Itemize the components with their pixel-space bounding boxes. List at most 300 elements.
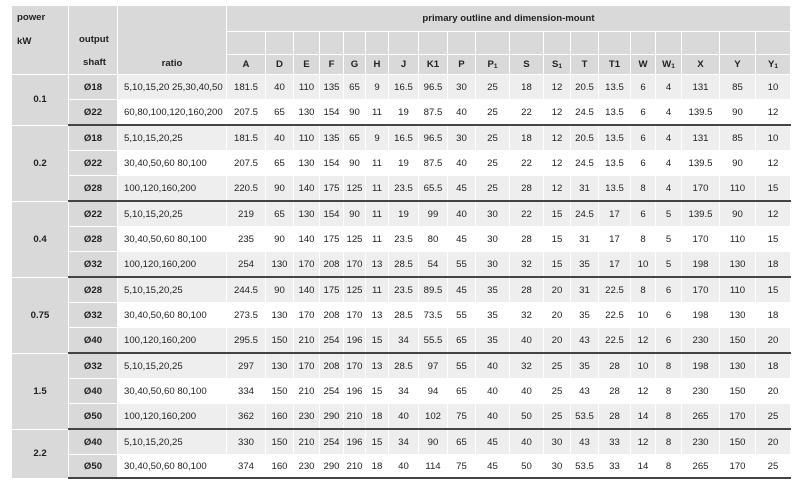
column-header-subscript: 1: [671, 63, 675, 70]
dimension-value-cell: 110: [720, 176, 756, 202]
dimension-value-cell: 65.5: [419, 176, 448, 202]
dimension-value-cell: 10: [756, 75, 791, 100]
dimension-value-cell: 6: [656, 303, 682, 328]
dimension-value-cell: 208: [320, 353, 344, 379]
column-header-label: S: [523, 59, 530, 70]
dimension-value-cell: 19: [389, 151, 419, 176]
dimension-value-cell: 15: [544, 201, 571, 227]
dimension-value-cell: 28: [599, 404, 631, 430]
dimension-value-cell: 35: [571, 353, 599, 379]
column-header: [656, 55, 682, 75]
dimension-value-cell: 35: [571, 252, 599, 278]
dimension-value-cell: 90: [720, 151, 756, 176]
dimension-value-cell: 45: [448, 176, 476, 202]
column-header-label: Y: [734, 59, 741, 70]
shaft-cell: Ø50: [69, 404, 118, 430]
dimension-value-cell: 28: [510, 277, 544, 303]
dimension-value-cell: 65: [344, 125, 366, 151]
dimension-value-cell: 31: [571, 176, 599, 202]
kw-header-label: kW: [17, 36, 32, 47]
dimension-value-cell: 24.5: [571, 100, 599, 126]
dimension-value-cell: 65: [448, 429, 476, 455]
power-cell: 0.1: [12, 75, 69, 126]
column-header-label: J: [400, 59, 407, 70]
dimension-value-cell: 15: [366, 379, 389, 404]
dimension-value-cell: 18: [510, 125, 544, 151]
dimension-value-cell: 4: [656, 151, 682, 176]
ratio-cell: 5,10,15,20,25: [118, 429, 227, 455]
shaft-header-label: shaft: [83, 57, 106, 68]
table-row: [12, 75, 791, 100]
column-header: [344, 55, 366, 75]
dimension-value-cell: 14: [631, 404, 656, 430]
dimension-value-cell: 30: [448, 125, 476, 151]
table-row: [12, 404, 791, 430]
dimension-value-cell: 15: [756, 277, 791, 303]
column-header: [756, 55, 791, 75]
dimension-value-cell: 40: [448, 100, 476, 126]
dimension-value-cell: 18: [366, 455, 389, 479]
dimension-value-cell: 85: [720, 125, 756, 151]
dimension-value-cell: 110: [294, 125, 320, 151]
ratio-cell: 100,120,160,200: [118, 176, 227, 202]
dimension-value-cell: 8: [656, 353, 682, 379]
dimension-value-cell: 87.5: [419, 100, 448, 126]
dimension-value-cell: 11: [366, 277, 389, 303]
dimension-value-cell: 15: [544, 227, 571, 252]
column-header-label: X: [697, 59, 704, 70]
ratio-cell: 100,120,160,200: [118, 404, 227, 430]
dimension-value-cell: 20: [544, 277, 571, 303]
shaft-cell: Ø18: [69, 125, 118, 151]
dimension-value-cell: 30: [476, 201, 510, 227]
dimension-value-cell: 12: [544, 75, 571, 100]
ratio-cell: 30,40,50,60 80,100: [118, 151, 227, 176]
shaft-cell: Ø18: [69, 75, 118, 100]
dimension-value-cell: 90: [344, 151, 366, 176]
header-spacer-cell: [476, 32, 510, 55]
power-cell: 0.75: [12, 277, 69, 353]
ratio-cell: 30,40,50,60 80,100: [118, 303, 227, 328]
dimension-value-cell: 54: [419, 252, 448, 278]
dimension-value-cell: 254: [320, 429, 344, 455]
dimension-value-cell: 40: [476, 353, 510, 379]
dimension-value-cell: 254: [320, 379, 344, 404]
dimension-value-cell: 23.5: [389, 227, 419, 252]
dimension-value-cell: 40: [389, 455, 419, 479]
dimension-value-cell: 208: [320, 303, 344, 328]
dimension-value-cell: 6: [631, 100, 656, 126]
column-header: [294, 55, 320, 75]
header-spacer-cell: [294, 32, 320, 55]
header-spacer-cell: [756, 32, 791, 55]
dimension-value-cell: 220.5: [227, 176, 266, 202]
dimension-value-cell: 170: [294, 353, 320, 379]
dimension-value-cell: 9: [366, 125, 389, 151]
dimension-value-cell: 17: [599, 252, 631, 278]
dimension-value-cell: 130: [294, 201, 320, 227]
dimension-value-cell: 14: [631, 455, 656, 479]
dimension-value-cell: 12: [631, 379, 656, 404]
dimension-value-cell: 130: [294, 100, 320, 126]
dimension-value-cell: 17: [599, 227, 631, 252]
dimension-value-cell: 130: [720, 303, 756, 328]
dimension-value-cell: 11: [366, 176, 389, 202]
dimension-value-cell: 125: [344, 277, 366, 303]
dimension-value-cell: 45: [448, 227, 476, 252]
dimension-value-cell: 35: [476, 277, 510, 303]
column-header-subscript: 1: [558, 63, 563, 70]
dimension-value-cell: 8: [631, 176, 656, 202]
dimension-value-cell: 10: [756, 125, 791, 151]
dimension-value-cell: 130: [720, 353, 756, 379]
column-header-label: G: [350, 59, 359, 70]
dimension-value-cell: 25: [756, 404, 791, 430]
dimension-value-cell: 13.5: [599, 176, 631, 202]
dimension-value-cell: 99: [419, 201, 448, 227]
header-spacer-cell: [510, 32, 544, 55]
table-row: [12, 227, 791, 252]
dimension-value-cell: 170: [344, 303, 366, 328]
dimension-value-cell: 13.5: [599, 125, 631, 151]
dimension-value-cell: 181.5: [227, 125, 266, 151]
dimension-value-cell: 362: [227, 404, 266, 430]
dimension-value-cell: 6: [656, 328, 682, 354]
dimension-value-cell: 90: [266, 277, 294, 303]
dimension-value-cell: 90: [344, 100, 366, 126]
column-header-subscript: 1: [493, 63, 498, 70]
dimension-value-cell: 12: [544, 151, 571, 176]
table-body: [12, 75, 791, 479]
dimension-value-cell: 90: [419, 429, 448, 455]
header-spacer-cell: [631, 32, 656, 55]
dimension-value-cell: 22.5: [599, 277, 631, 303]
dimension-value-cell: 22: [510, 100, 544, 126]
dimension-value-cell: 150: [266, 328, 294, 354]
dimension-value-cell: 65: [448, 379, 476, 404]
dimension-value-cell: 210: [294, 429, 320, 455]
dimension-value-cell: 43: [571, 328, 599, 354]
dimension-value-cell: 30: [448, 75, 476, 100]
column-header-label: H: [373, 59, 381, 70]
dimension-value-cell: 18: [510, 75, 544, 100]
dimension-value-cell: 196: [344, 429, 366, 455]
dimension-value-cell: 25: [476, 151, 510, 176]
column-header-label: T1: [608, 59, 621, 70]
dimension-value-cell: 40: [266, 75, 294, 100]
dimension-value-cell: 20: [756, 328, 791, 354]
dimension-value-cell: 110: [720, 227, 756, 252]
dimension-value-cell: 34: [389, 328, 419, 354]
dimension-value-cell: 131: [682, 125, 720, 151]
dimension-value-cell: 160: [266, 404, 294, 430]
header-spacer-cell: [366, 32, 389, 55]
dimension-value-cell: 198: [682, 303, 720, 328]
dimension-value-cell: 5: [656, 227, 682, 252]
dimension-value-cell: 12: [544, 176, 571, 202]
dimension-value-cell: 130: [266, 252, 294, 278]
dimension-value-cell: 90: [266, 227, 294, 252]
power-cell: 0.4: [12, 201, 69, 277]
shaft-cell: Ø28: [69, 277, 118, 303]
dimension-value-cell: 53.5: [571, 404, 599, 430]
dimension-value-cell: 13.5: [599, 100, 631, 126]
dimension-value-cell: 12: [756, 151, 791, 176]
dimension-value-cell: 10: [631, 303, 656, 328]
dimension-value-cell: 297: [227, 353, 266, 379]
dimension-value-cell: 24.5: [571, 151, 599, 176]
dimension-value-cell: 330: [227, 429, 266, 455]
dimension-value-cell: 334: [227, 379, 266, 404]
dimension-value-cell: 40: [510, 429, 544, 455]
dimension-value-cell: 11: [366, 201, 389, 227]
dimension-value-cell: 150: [720, 328, 756, 354]
dimension-value-cell: 114: [419, 455, 448, 479]
dimension-value-cell: 20.5: [571, 75, 599, 100]
dimension-value-cell: 8: [656, 429, 682, 455]
dimension-value-cell: 181.5: [227, 75, 266, 100]
dimension-value-cell: 24.5: [571, 201, 599, 227]
column-header-label: D: [276, 59, 283, 70]
dimension-value-cell: 13: [366, 353, 389, 379]
dimension-value-cell: 198: [682, 252, 720, 278]
column-header: [631, 55, 656, 75]
dimension-value-cell: 170: [720, 404, 756, 430]
header-spacer-cell: [682, 32, 720, 55]
dimension-value-cell: 150: [266, 429, 294, 455]
dimension-value-cell: 9: [366, 75, 389, 100]
dimension-value-cell: 90: [344, 201, 366, 227]
table-row: [12, 100, 791, 126]
column-header: [544, 55, 571, 75]
dimension-value-cell: 87.5: [419, 151, 448, 176]
shaft-cell: Ø22: [69, 100, 118, 126]
dimension-value-cell: 150: [720, 429, 756, 455]
dimension-value-cell: 12: [756, 201, 791, 227]
dimension-span-header: primary outline and dimension-mount: [227, 6, 791, 32]
dimension-value-cell: 18: [756, 303, 791, 328]
power-cell: 1.5: [12, 353, 69, 429]
dimension-value-cell: 75: [448, 404, 476, 430]
ratio-cell: 100,120,160,200: [118, 328, 227, 354]
dimension-value-cell: 265: [682, 404, 720, 430]
dimension-value-cell: 65: [266, 201, 294, 227]
dimension-value-cell: 28: [510, 227, 544, 252]
ratio-cell: 5,10,15,20,25: [118, 201, 227, 227]
dimension-value-cell: 30: [476, 227, 510, 252]
dimension-value-cell: 139.5: [682, 151, 720, 176]
column-header-label: P: [487, 59, 494, 70]
dimension-value-cell: 4: [656, 100, 682, 126]
dimension-value-cell: 130: [266, 353, 294, 379]
dimension-value-cell: 12: [756, 100, 791, 126]
dimension-value-cell: 15: [756, 227, 791, 252]
dimension-value-cell: 374: [227, 455, 266, 479]
dimension-value-cell: 53.5: [571, 455, 599, 479]
column-header: [448, 55, 476, 75]
dimension-value-cell: 244.5: [227, 277, 266, 303]
dimension-value-cell: 25: [544, 353, 571, 379]
dimension-value-cell: 20: [544, 328, 571, 354]
dimension-value-cell: 154: [320, 100, 344, 126]
column-header-subscript: 1: [774, 63, 779, 70]
dimension-value-cell: 32: [510, 252, 544, 278]
column-header: [266, 55, 294, 75]
ratio-cell: 5,10,15,20,25: [118, 353, 227, 379]
dimension-value-cell: 55.5: [419, 328, 448, 354]
dimension-value-cell: 20: [756, 379, 791, 404]
table-row: [12, 252, 791, 278]
header-spacer-cell: [544, 32, 571, 55]
header-spacer-cell: [448, 32, 476, 55]
shaft-cell: Ø40: [69, 379, 118, 404]
column-header: [510, 55, 544, 75]
dimension-value-cell: 170: [720, 455, 756, 479]
header-spacer-cell: [389, 32, 419, 55]
power-cell: 0.2: [12, 125, 69, 201]
dimension-value-cell: 4: [656, 176, 682, 202]
dimension-value-cell: 55: [448, 303, 476, 328]
column-header: [227, 55, 266, 75]
dimension-value-cell: 25: [756, 455, 791, 479]
power-header-label: power: [17, 12, 46, 23]
dimension-value-cell: 140: [294, 277, 320, 303]
dimension-value-cell: 55: [448, 252, 476, 278]
dimension-value-cell: 175: [320, 277, 344, 303]
dimension-value-cell: 40: [266, 125, 294, 151]
dimension-value-cell: 28: [510, 176, 544, 202]
column-header-label: Y: [767, 59, 775, 70]
dimension-value-cell: 40: [510, 379, 544, 404]
dimension-value-cell: 19: [389, 201, 419, 227]
column-header: [682, 55, 720, 75]
dimension-value-cell: 96.5: [419, 75, 448, 100]
shaft-cell: Ø32: [69, 252, 118, 278]
ratio-cell: 30,40,50,60 80,100: [118, 227, 227, 252]
dimension-value-cell: 33: [599, 429, 631, 455]
dimension-value-cell: 160: [266, 455, 294, 479]
dimension-value-cell: 22.5: [599, 303, 631, 328]
table-row: [12, 176, 791, 202]
shaft-cell: Ø32: [69, 353, 118, 379]
column-header-label: T: [581, 59, 588, 70]
table-row: [12, 429, 791, 455]
dimension-value-cell: 22: [510, 201, 544, 227]
dimension-value-cell: 40: [476, 404, 510, 430]
output-header-label: output: [79, 34, 109, 45]
dimension-value-cell: 8: [656, 455, 682, 479]
column-header: [366, 55, 389, 75]
dimension-value-cell: 25: [544, 404, 571, 430]
dimension-value-cell: 135: [320, 125, 344, 151]
header-spacer-cell: [419, 32, 448, 55]
ratio-header: ratio: [118, 6, 227, 75]
dimension-value-cell: 170: [344, 353, 366, 379]
dimension-value-cell: 65: [344, 75, 366, 100]
dimension-value-cell: 65: [448, 328, 476, 354]
dimension-value-cell: 19: [389, 100, 419, 126]
dimension-value-cell: 210: [344, 404, 366, 430]
column-header-label: W: [638, 59, 648, 70]
table-row: [12, 379, 791, 404]
dimension-value-cell: 6: [631, 201, 656, 227]
dimension-value-cell: 16.5: [389, 125, 419, 151]
dimension-value-cell: 196: [344, 379, 366, 404]
dimension-value-cell: 45: [476, 455, 510, 479]
dimension-value-cell: 6: [656, 277, 682, 303]
dimension-value-cell: 31: [571, 227, 599, 252]
dimension-value-cell: 89.5: [419, 277, 448, 303]
dimension-value-cell: 85: [720, 75, 756, 100]
dimension-value-cell: 40: [510, 328, 544, 354]
dimension-value-cell: 40: [389, 404, 419, 430]
dimension-value-cell: 290: [320, 455, 344, 479]
dimension-value-cell: 43: [571, 429, 599, 455]
dimension-value-cell: 290: [320, 404, 344, 430]
dimension-value-cell: 230: [682, 328, 720, 354]
dimension-value-cell: 110: [720, 277, 756, 303]
ratio-cell: 5,10,15,20 25,30,40,50: [118, 75, 227, 100]
dimension-value-cell: 295.5: [227, 328, 266, 354]
dimension-value-cell: 10: [631, 353, 656, 379]
table-row: [12, 201, 791, 227]
dimension-value-cell: 170: [682, 277, 720, 303]
dimension-value-cell: 4: [656, 75, 682, 100]
table-row: [12, 125, 791, 151]
dimension-value-cell: 125: [344, 176, 366, 202]
dimension-value-cell: 8: [631, 277, 656, 303]
dimension-value-cell: 110: [294, 75, 320, 100]
dimension-value-cell: 208: [320, 252, 344, 278]
dimension-value-cell: 154: [320, 201, 344, 227]
header-spacer-cell: [571, 32, 599, 55]
header-spacer-cell: [320, 32, 344, 55]
dimension-value-cell: 32: [510, 303, 544, 328]
dimension-value-cell: 8: [656, 379, 682, 404]
column-header-label: W: [662, 59, 672, 70]
dimension-value-cell: 97: [419, 353, 448, 379]
column-header-label: P: [458, 59, 465, 70]
dimension-value-cell: 5: [656, 252, 682, 278]
table-row: [12, 328, 791, 354]
dimension-value-cell: 25: [476, 125, 510, 151]
dimension-value-cell: 34: [389, 429, 419, 455]
dimension-value-cell: 31: [571, 277, 599, 303]
dimension-value-cell: 6: [631, 151, 656, 176]
dimension-value-cell: 18: [366, 404, 389, 430]
dimension-value-cell: 8: [631, 227, 656, 252]
dimension-value-cell: 73.5: [419, 303, 448, 328]
dimension-value-cell: 30: [544, 429, 571, 455]
dimension-value-cell: 65: [266, 100, 294, 126]
dimension-value-cell: 25: [476, 75, 510, 100]
dimension-value-cell: 43: [571, 379, 599, 404]
dimension-value-cell: 230: [294, 455, 320, 479]
ratio-cell: 30,40,50,60 80,100: [118, 455, 227, 479]
dimension-value-cell: 90: [720, 201, 756, 227]
dimension-value-cell: 130: [266, 303, 294, 328]
column-header: [419, 55, 448, 75]
dimension-value-cell: 28.5: [389, 303, 419, 328]
dimension-value-cell: 15: [756, 176, 791, 202]
column-header: [320, 55, 344, 75]
dimension-value-cell: 13: [366, 303, 389, 328]
dimension-value-cell: 102: [419, 404, 448, 430]
dimension-value-cell: 175: [320, 227, 344, 252]
dimension-value-cell: 90: [266, 176, 294, 202]
dimension-value-cell: 22.5: [599, 328, 631, 354]
dimension-value-cell: 34: [389, 379, 419, 404]
